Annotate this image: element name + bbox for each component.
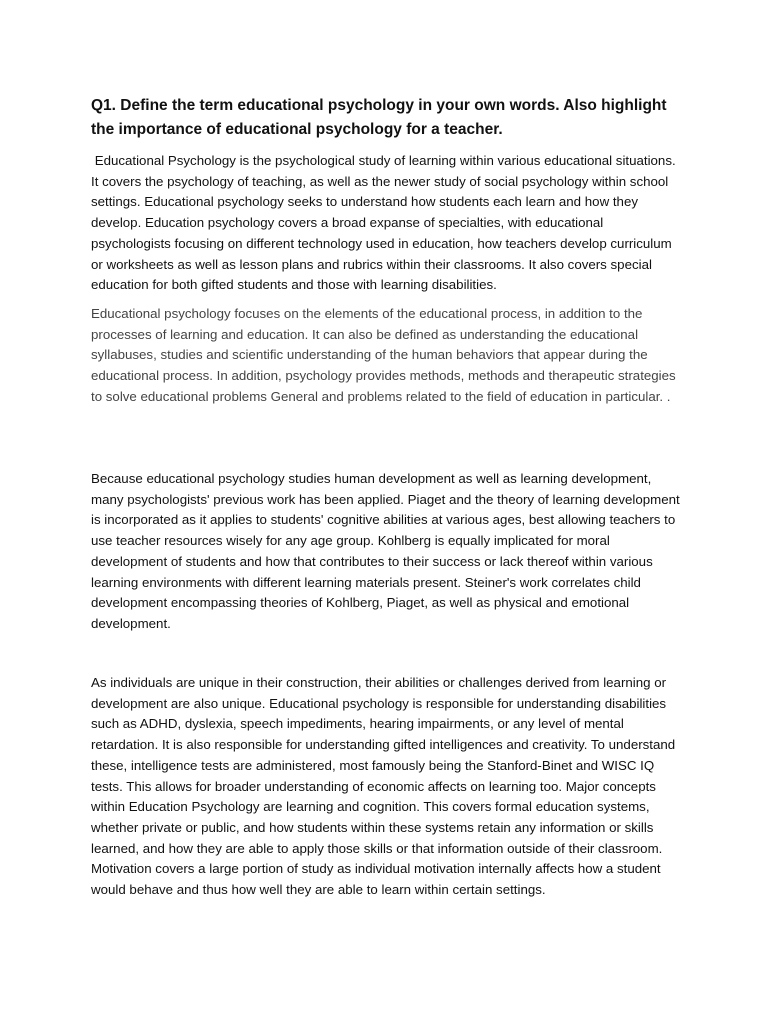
- paragraph-individual-differences: As individuals are unique in their construction, their abilities or challenges derived from learning or development are also unique. Educational psychology is responsible for understanding disabilities such as ADHD, dyslexia, speech impediments, hearing impairments, or any level of mental retardation. It is also responsible for understanding gifted intelligences and creativity. To understand these, intelligence tests are administered, most famously being the Stanford-Binet and WISC IQ tests. This allows for broader understanding of economic affects on learning too. Major concepts within Education Psychology are learning and cognition. This covers formal education systems, whether private or public, and how students within these systems retain any information or skills learned, and how they are able to apply those skills or that information outside of their classroom. Motivation covers a large portion of study as individual motivation internally affects how a student would behave and thus how well they are able to learn within certain settings.: [91, 675, 676, 898]
- question-heading: Q1. Define the term educational psychology in your own words. Also highlight the importance of educational psychology for a teacher.: [91, 97, 667, 138]
- paragraph-focus: Educational psychology focuses on the elements of the educational process, in addition to the processes of learning and education. It can also be defined as understanding the educational syllabuses, studies and scientific understanding of the human behaviors that appear during the educational process. In addition, psychology provides methods, methods and therapeutic strategies to solve educational problems General and problems related to the field of education in particular. .: [91, 306, 676, 404]
- paragraph-development: Because educational psychology studies human development as well as learning development, many psychologists' previous work has been applied. Piaget and the theory of learning development is incorporated as it applies to students' cognitive abilities at various ages, best allowing teachers to use teacher resources wisely for any age group. Kohlberg is equally implicated for moral development of students and how that contributes to their success or lack thereof within various learning environments with different learning materials present. Steiner's work correlates child development encompassing theories of Kohlberg, Piaget, as well as physical and emotional development.: [91, 471, 680, 631]
- paragraph-definition: Educational Psychology is the psychological study of learning within various educational situations. It covers the psychology of teaching, as well as the newer study of social psychology within school settings. Educational psychology seeks to understand how students each learn and how they develop. Education psychology covers a broad expanse of specialties, with educational psychologists focusing on different technology used in education, how teachers develop curriculum or worksheets as well as lesson plans and rubrics within their classrooms. It also covers special education for both gifted students and those with learning disabilities.: [91, 153, 680, 293]
